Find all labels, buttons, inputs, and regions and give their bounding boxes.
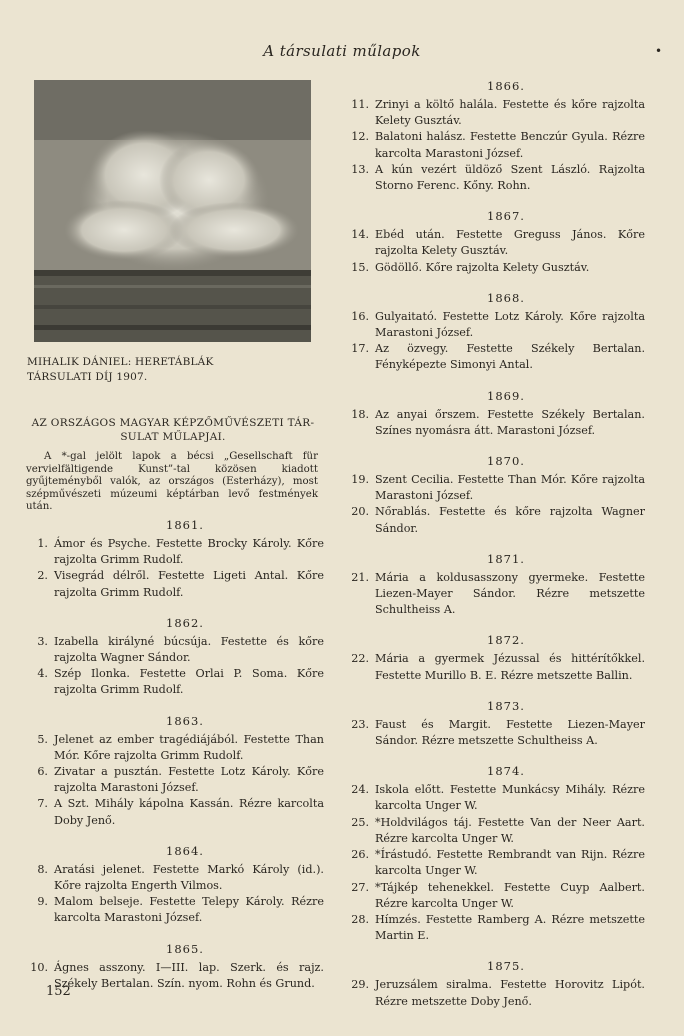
entry-text: Balatoni halász. Festette Benczúr Gyula. Rézre karcolta Marastoni József. <box>375 130 645 160</box>
entry-text: Ágnes asszony. I—III. lap. Szerk. és rajz. Székely Bertalan. Szín. nyom. Rohn és Grund. <box>54 960 324 990</box>
entry-number: 12. <box>351 130 369 144</box>
catalog-entry <box>345 651 645 683</box>
entry-text: Mária a gyermek Jézussal és hittérítőkkel. Festette Murillo B. E. Rézre metszette Ballin. <box>375 652 645 682</box>
year-heading: 1873. <box>487 698 525 713</box>
entry-number: 17. <box>351 342 369 356</box>
year-heading: 1866. <box>487 79 525 93</box>
entry-number: 8. <box>37 862 48 876</box>
entry-number: 24. <box>351 783 369 797</box>
entry-number: 28. <box>351 912 369 926</box>
entry-text: Malom belseje. Festette Telepy Károly. Rézre karcolta Marastoni József. <box>54 895 324 925</box>
year-group <box>345 78 645 194</box>
catalog-entry <box>345 504 645 536</box>
entry-number: 2. <box>37 569 48 583</box>
entry-text: A kún vezért üldöző Szent László. Rajzolta Storno Ferenc. Kőny. Rohn. <box>375 162 645 193</box>
entry-number: 29. <box>351 978 369 992</box>
entry-text: Jelenet az ember tragédiájából. Festette Than Mór. Kőre rajzolta Grimm Rudolf. <box>54 732 324 762</box>
year-group <box>345 290 645 374</box>
entry-number: 1. <box>37 537 48 550</box>
entry-number: 25. <box>351 815 369 829</box>
entry-number: 16. <box>351 309 369 323</box>
catalog-entry <box>345 129 645 161</box>
year-group <box>345 208 645 276</box>
entry-text: *Tájkép tehenekkel. Festette Cuyp Aalbert. Rézre karcolta Unger W. <box>375 880 645 910</box>
catalog-entry <box>24 764 324 796</box>
year-group <box>24 713 324 829</box>
entry-text: Izabella királyné búcsúja. Festette és kőre rajzolta Wagner Sándor. <box>54 634 324 665</box>
year-group <box>345 958 645 1009</box>
painting-reproduction <box>34 80 311 342</box>
entry-text: Az özvegy. Festette Székely Bertalan. Fényképezte Simonyi Antal. <box>375 342 645 372</box>
entry-text: Gulyaitató. Festette Lotz Károly. Kőre rajzolta Marastoni József. <box>375 309 645 340</box>
year-group <box>345 388 645 439</box>
entry-number: 20. <box>351 505 369 519</box>
catalog-entry <box>345 977 645 1009</box>
year-heading: 1863. <box>166 713 204 728</box>
catalog-entry <box>345 309 645 341</box>
entry-number: 23. <box>351 717 369 731</box>
year-group <box>345 698 645 749</box>
entry-number: 27. <box>351 880 369 894</box>
year-group <box>345 453 645 537</box>
year-group <box>24 517 324 601</box>
entry-text: Gödöllő. Kőre rajzolta Kelety Gusztáv. <box>375 260 590 274</box>
running-header: A társulati műlapok <box>263 42 421 60</box>
entry-text: A Szt. Mihály kápolna Kassán. Rézre karcolta Doby Jenő. <box>54 797 324 827</box>
entry-text: Szép Ilonka. Festette Orlai P. Soma. Kőre rajzolta Grimm Rudolf. <box>54 667 324 697</box>
intro-note <box>26 451 318 514</box>
year-heading: 1869. <box>487 388 525 403</box>
catalog-entry <box>24 796 324 828</box>
entry-number: 6. <box>37 765 48 779</box>
catalog-entry <box>345 570 645 619</box>
entry-text: Faust és Margit. Festette Liezen-Mayer Sándor. Rézre metszette Schultheiss A. <box>375 717 645 748</box>
entry-number: 14. <box>351 228 369 242</box>
entry-number: 15. <box>351 260 369 274</box>
entry-number: 11. <box>351 98 369 111</box>
catalog-entry <box>345 341 645 373</box>
year-heading: 1874. <box>487 764 525 779</box>
catalog-entry <box>345 162 645 194</box>
image-caption <box>27 355 317 385</box>
entry-text: Mária a koldusasszony gyermeke. Festette Liezen-Mayer Sándor. Rézre metszette Schultheiss A. <box>375 570 645 617</box>
catalog-entry <box>345 815 645 847</box>
section-title-line: AZ ORSZÁGOS MAGYAR KÉPZŐMŰVÉSZETI TÁR- <box>31 417 315 429</box>
entry-number: 19. <box>351 473 369 487</box>
entry-number: 21. <box>351 570 369 584</box>
year-group <box>345 632 645 683</box>
entry-number: 3. <box>37 634 48 648</box>
entry-text: Hímzés. Festette Ramberg A. Rézre metszette Martin E. <box>375 912 645 943</box>
year-heading: 1864. <box>166 843 204 858</box>
entry-text: Nőrablás. Festette és kőre rajzolta Wagner Sándor. <box>375 505 645 535</box>
section-title <box>24 416 322 444</box>
catalog-entry <box>345 782 645 814</box>
year-heading: 1875. <box>487 959 525 974</box>
entry-number: 13. <box>351 162 369 176</box>
year-heading: 1865. <box>166 941 204 956</box>
catalog-entry <box>24 894 324 926</box>
caption-line: TÁRSULATI DÍJ 1907. <box>27 371 148 383</box>
page-number: 152 <box>46 984 71 999</box>
entry-number: 7. <box>37 797 48 811</box>
entry-number: 9. <box>37 895 48 909</box>
entry-text: Ebéd után. Festette Greguss János. Kőre rajzolta Kelety Gusztáv. <box>375 228 645 258</box>
entry-text: Jeruzsálem siralma. Festette Horovitz Lipót. Rézre metszette Doby Jenő. <box>375 978 645 1008</box>
catalog-entry <box>24 634 324 666</box>
entry-number: 26. <box>351 848 369 862</box>
decorative-dot: • <box>655 44 663 58</box>
catalog-entry <box>345 227 645 259</box>
entry-number: 22. <box>351 652 369 666</box>
catalog-entry <box>345 912 645 944</box>
left-column <box>24 517 324 1006</box>
section-title-line: SULAT MŰLAPJAI. <box>120 431 226 443</box>
entry-text: Az anyai őrszem. Festette Székely Bertalan. Színes nyomásra átt. Marastoni József. <box>375 407 645 437</box>
right-column <box>345 78 645 1024</box>
year-group <box>24 843 324 927</box>
entry-text: Visegrád délről. Festette Ligeti Antal. Kőre rajzolta Grimm Rudolf. <box>54 569 324 599</box>
year-heading: 1867. <box>487 209 525 224</box>
catalog-entry <box>24 568 324 600</box>
year-heading: 1861. <box>166 518 204 532</box>
year-group <box>345 551 645 619</box>
intro-note-text: A *-gal jelölt lapok a bécsi „Gesellschaft für vervielfältigende Kunst”-tal közösen kiadott gyűjteményből valók, az országos (Esterházy), most szépművészeti múzeumi képtárban levő festmények után. <box>26 451 318 512</box>
entry-text: Zrinyi a költő halála. Festette és kőre rajzolta Kelety Gusztáv. <box>375 98 645 128</box>
entry-text: *Írástudó. Festette Rembrandt van Rijn. Rézre karcolta Unger W. <box>375 848 645 878</box>
catalog-entry <box>345 472 645 504</box>
entry-number: 4. <box>37 667 48 681</box>
catalog-entry <box>345 847 645 879</box>
entry-text: Ámor és Psyche. Festette Brocky Károly. Kőre rajzolta Grimm Rudolf. <box>54 537 324 567</box>
entry-number: 10. <box>30 960 48 974</box>
caption-line: MIHALIK DÁNIEL: HERETÁBLÁK <box>27 356 214 368</box>
entry-text: Szent Cecilia. Festette Than Mór. Kőre rajzolta Marastoni József. <box>375 473 645 503</box>
catalog-entry <box>345 880 645 912</box>
catalog-entry <box>345 407 645 439</box>
year-heading: 1862. <box>166 615 204 630</box>
year-heading: 1870. <box>487 454 525 469</box>
entry-text: Iskola előtt. Festette Munkácsy Mihály. Rézre karcolta Unger W. <box>375 783 645 813</box>
catalog-entry <box>345 260 645 276</box>
catalog-entry <box>24 732 324 764</box>
entry-number: 5. <box>37 732 48 746</box>
entry-text: Zivatar a pusztán. Festette Lotz Károly. Kőre rajzolta Marastoni József. <box>54 765 324 795</box>
painting-image <box>34 80 311 342</box>
catalog-entry <box>345 97 645 129</box>
year-heading: 1871. <box>487 551 525 566</box>
entry-number: 18. <box>351 407 369 421</box>
catalog-entry <box>24 666 324 698</box>
year-group <box>24 615 324 699</box>
catalog-entry <box>24 536 324 568</box>
entry-text: Aratási jelenet. Festette Markó Károly (id.). Kőre rajzolta Engerth Vilmos. <box>54 862 324 893</box>
year-heading: 1872. <box>487 633 525 648</box>
catalog-entry <box>345 717 645 749</box>
entry-text: *Holdvilágos táj. Festette Van der Neer Aart. Rézre karcolta Unger W. <box>375 815 645 845</box>
year-heading: 1868. <box>487 290 525 305</box>
year-group <box>345 763 645 944</box>
catalog-entry <box>24 862 324 894</box>
